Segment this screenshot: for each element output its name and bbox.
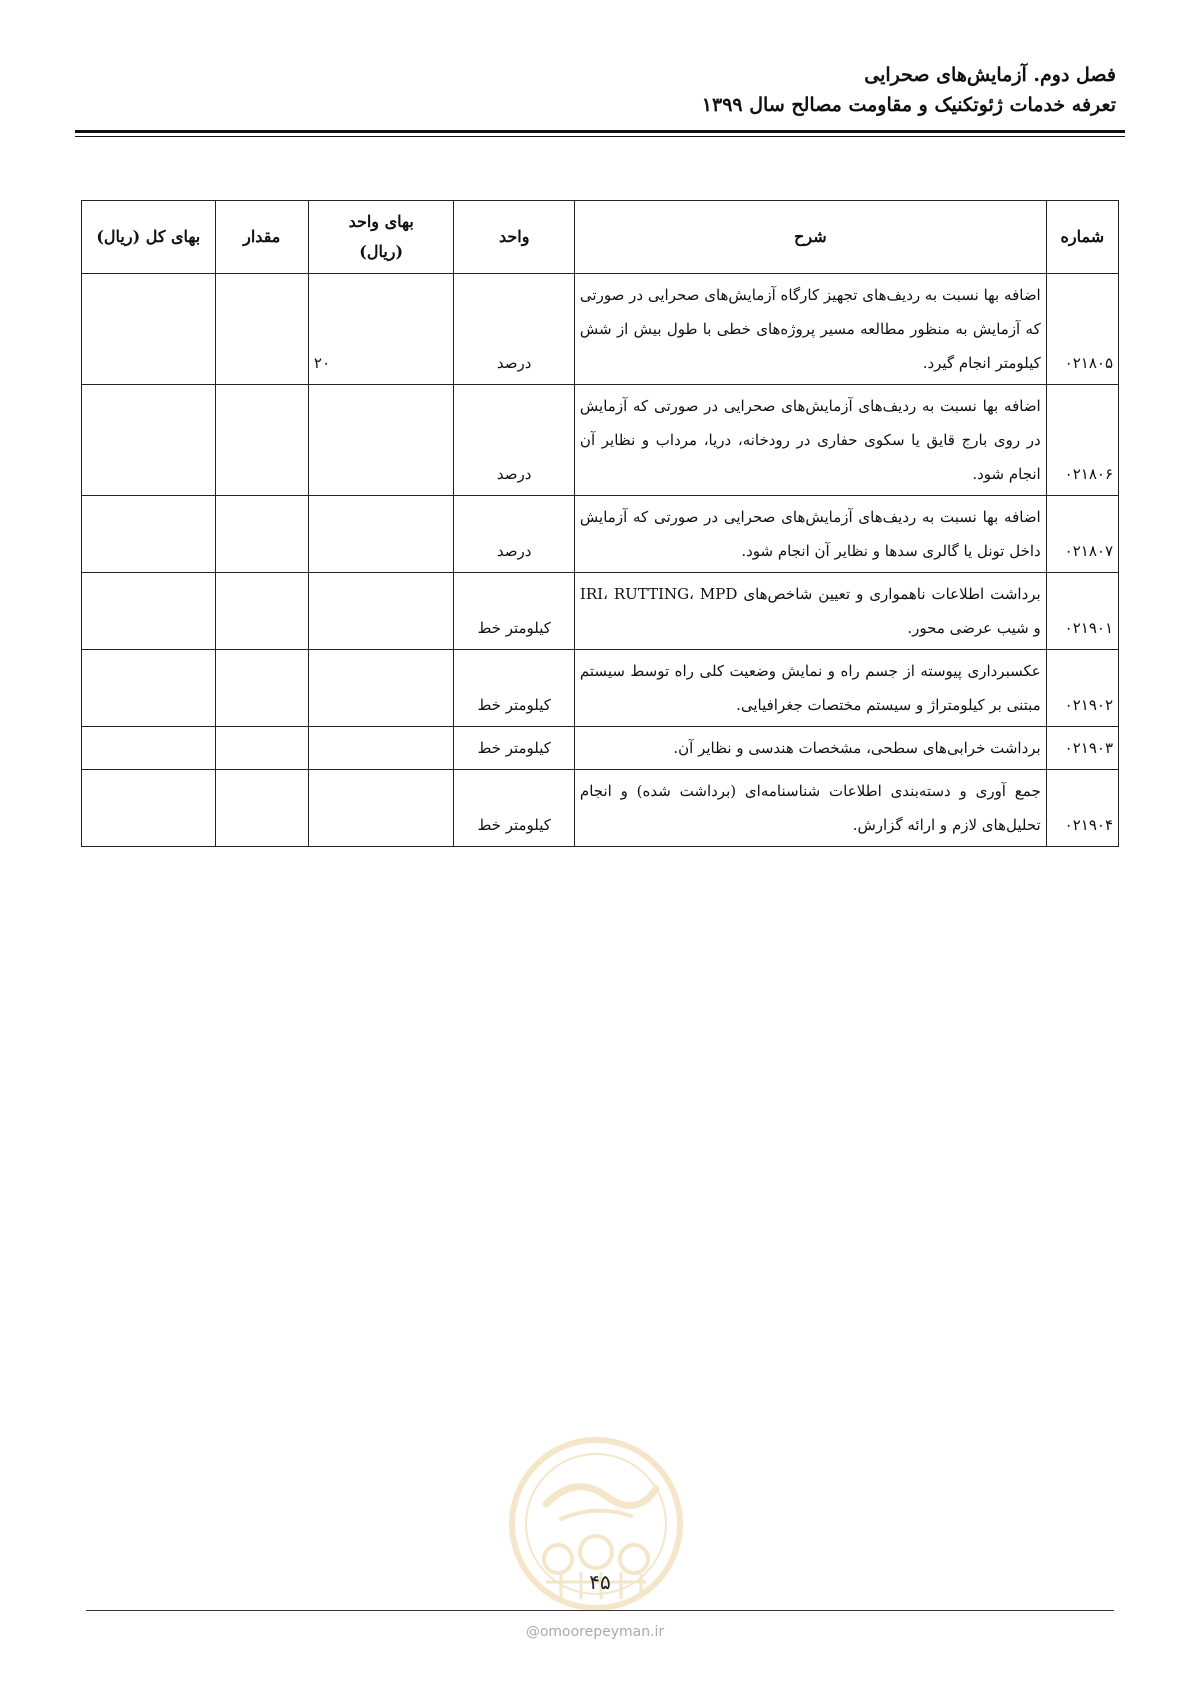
table-row [82, 274, 1119, 385]
col-header-unit-price-line1: بهای واحد [348, 212, 414, 231]
cell-unit-price [308, 727, 454, 770]
cell-code: ۰۲۱۸۰۵ [1046, 274, 1118, 385]
page-header [66, 60, 1116, 120]
cell-total [82, 385, 216, 496]
col-header-total: بهای کل (ریال) [82, 201, 216, 274]
cell-total [82, 650, 216, 727]
col-header-unit-price [308, 201, 454, 274]
col-header-unit-price-line2: (ریال) [359, 242, 404, 261]
table-header-row [82, 201, 1119, 274]
table-row [82, 650, 1119, 727]
cell-code: ۰۲۱۸۰۶ [1046, 385, 1118, 496]
cell-total [82, 770, 216, 847]
cell-total [82, 274, 216, 385]
header-rule-thin [75, 136, 1125, 137]
cell-code: ۰۲۱۸۰۷ [1046, 496, 1118, 573]
cell-quantity [215, 650, 308, 727]
cell-unit: کیلومتر خط [454, 573, 574, 650]
cell-code: ۰۲۱۹۰۳ [1046, 727, 1118, 770]
cell-unit: کیلومتر خط [454, 770, 574, 847]
cell-quantity [215, 496, 308, 573]
cell-unit-price [308, 573, 454, 650]
cell-unit: درصد [454, 274, 574, 385]
cell-code: ۰۲۱۹۰۲ [1046, 650, 1118, 727]
cell-description: اضافه بها نسبت به ردیف‌های آزمایش‌های صحرایی در صورتی که آزمایش داخل تونل یا گالری سدها و نظایر آن انجام شود. [574, 496, 1046, 573]
cell-unit: درصد [454, 385, 574, 496]
cell-unit-price [308, 385, 454, 496]
cell-description: اضافه بها نسبت به ردیف‌های تجهیز کارگاه آزمایش‌های صحرایی در صورتی که آزمایش به منظور مطالعه مسیر پروژه‌های خطی با طول بیش از شش کیلومتر انجام گیرد. [574, 274, 1046, 385]
page-number: ۴۵ [589, 1570, 611, 1594]
cell-code: ۰۲۱۹۰۴ [1046, 770, 1118, 847]
col-header-code: شماره [1046, 201, 1118, 274]
header-rule-thick [75, 130, 1125, 133]
table-row [82, 573, 1119, 650]
cell-description: عکسبرداری پیوسته از جسم راه و نمایش وضعیت کلی راه توسط سیستم مبتنی بر کیلومتراژ و سیستم مختصات جغرافیایی. [574, 650, 1046, 727]
cell-quantity [215, 770, 308, 847]
cell-quantity [215, 274, 308, 385]
col-header-unit: واحد [454, 201, 574, 274]
cell-quantity [215, 573, 308, 650]
cell-unit: کیلومتر خط [454, 650, 574, 727]
table-row [82, 727, 1119, 770]
chapter-title: فصل دوم. آزمایش‌های صحرایی [864, 64, 1116, 86]
cell-unit-price [308, 496, 454, 573]
cell-description: برداشت خرابی‌های سطحی، مشخصات هندسی و نظایر آن. [574, 727, 1046, 770]
cell-description: جمع آوری و دسته‌بندی اطلاعات شناسنامه‌ای (برداشت شده) و انجام تحلیل‌های لازم و ارائه گزارش. [574, 770, 1046, 847]
cell-unit-price [308, 770, 454, 847]
cell-total [82, 496, 216, 573]
col-header-description: شرح [574, 201, 1046, 274]
watermark-site-text: @omoorepeyman.ir [525, 1624, 665, 1640]
cell-description: برداشت اطلاعات ناهمواری و تعیین شاخص‌های IRI، RUTTING، MPD و شیب عرضی محور. [574, 573, 1046, 650]
document-title: تعرفه خدمات ژئوتکنیک و مقاومت مصالح سال ۱۳۹۹ [701, 94, 1116, 116]
cell-total [82, 573, 216, 650]
cell-quantity [215, 727, 308, 770]
table-row [82, 496, 1119, 573]
cell-description: اضافه بها نسبت به ردیف‌های آزمایش‌های صحرایی در صورتی که آزمایش در روی بارج قایق یا سکوی حفاری در رودخانه، دریا، مرداب و نظایر آن انجام شود. [574, 385, 1046, 496]
cell-quantity [215, 385, 308, 496]
table-row [82, 385, 1119, 496]
cell-unit: کیلومتر خط [454, 727, 574, 770]
cell-unit: درصد [454, 496, 574, 573]
cell-unit-price [308, 650, 454, 727]
footer-rule [86, 1610, 1114, 1611]
cell-unit-price: ۲۰ [308, 274, 454, 385]
cell-total [82, 727, 216, 770]
table-row [82, 770, 1119, 847]
tariff-table [81, 200, 1119, 847]
cell-code: ۰۲۱۹۰۱ [1046, 573, 1118, 650]
col-header-quantity: مقدار [215, 201, 308, 274]
